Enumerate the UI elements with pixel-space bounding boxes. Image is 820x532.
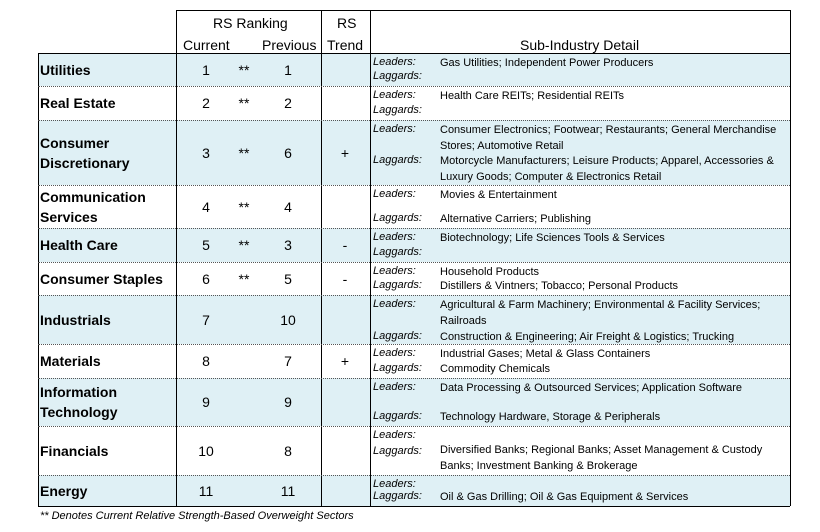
- row-divider: [38, 228, 790, 229]
- current-rank: 1: [202, 61, 210, 78]
- grid-line: [176, 10, 177, 506]
- laggards-detail: Technology Hardware, Storage & Peripherals: [440, 411, 661, 423]
- row-divider: [38, 120, 790, 121]
- laggards-detail: Diversified Banks; Regional Banks; Asset Management & Custody Banks; Investment Banking & Brokerage: [440, 444, 763, 472]
- laggards-detail: Construction & Engineering; Air Freight & Logistics; Trucking: [440, 331, 735, 343]
- grid-line: [370, 10, 371, 506]
- sector-name: Consumer Staples: [40, 270, 163, 287]
- laggards-label: Laggards:: [373, 104, 422, 116]
- leaders-label: Leaders:: [373, 298, 416, 310]
- sector-name: Communication Services: [40, 188, 146, 225]
- row-divider: [38, 262, 790, 263]
- previous-rank: 4: [284, 198, 292, 215]
- table-row: [38, 185, 790, 228]
- overweight-stars: **: [238, 95, 250, 111]
- previous-rank: 1: [284, 61, 292, 78]
- previous-rank: 3: [284, 237, 292, 253]
- laggards-detail: Oil & Gas Drilling; Oil & Gas Equipment & Services: [440, 491, 689, 503]
- laggards-detail: Commodity Chemicals: [440, 363, 551, 375]
- table-row: [38, 475, 790, 506]
- leaders-label: Leaders:: [373, 347, 416, 359]
- table-row: [38, 344, 790, 378]
- grid-line: [176, 10, 790, 11]
- rs-trend: +: [340, 353, 350, 369]
- leaders-label: Leaders:: [373, 56, 416, 68]
- sector-name: Industrials: [40, 311, 111, 328]
- previous-rank: 11: [280, 482, 296, 499]
- rs-trend: +: [340, 144, 350, 161]
- header-trend: Trend: [327, 37, 364, 53]
- leaders-detail: Household Products: [440, 266, 540, 278]
- leaders-detail: Biotechnology; Life Sciences Tools & Services: [440, 232, 665, 244]
- previous-rank: 9: [284, 394, 292, 410]
- table-row: [38, 120, 790, 185]
- table-row: [38, 228, 790, 262]
- table-row: [38, 295, 790, 344]
- sector-name: Materials: [40, 353, 101, 369]
- row-divider: [38, 344, 790, 345]
- grid-line: [790, 10, 791, 506]
- current-rank: 4: [202, 198, 210, 215]
- table-row: [38, 86, 790, 120]
- sector-name: Real Estate: [40, 95, 116, 111]
- overweight-stars: **: [238, 144, 250, 161]
- grid-line: [321, 10, 322, 506]
- grid-line: [38, 53, 790, 54]
- current-rank: 5: [202, 237, 210, 253]
- laggards-label: Laggards:: [373, 246, 422, 258]
- overweight-stars: **: [238, 61, 250, 78]
- header-rs: RS: [337, 15, 357, 31]
- current-rank: 3: [202, 144, 210, 161]
- sector-name: Financials: [40, 442, 109, 459]
- leaders-label: Leaders:: [373, 231, 416, 243]
- leaders-label: Leaders:: [373, 123, 416, 135]
- row-divider: [38, 86, 790, 87]
- overweight-stars: **: [238, 270, 250, 287]
- leaders-detail: Industrial Gases; Metal & Glass Containers: [440, 348, 651, 360]
- header-rs-ranking: RS Ranking: [213, 15, 288, 31]
- leaders-label: Leaders:: [373, 478, 416, 490]
- leaders-detail: Consumer Electronics; Footwear; Restaurants; General Merchandise Stores; Automotive Retail: [440, 124, 777, 152]
- laggards-detail: Alternative Carriers; Publishing: [440, 213, 592, 225]
- leaders-detail: Gas Utilities; Independent Power Producers: [440, 57, 654, 69]
- table-row: [38, 53, 790, 86]
- current-rank: 8: [202, 353, 210, 369]
- laggards-label: Laggards:: [373, 154, 422, 166]
- header-current: Current: [183, 37, 230, 53]
- leaders-detail: Agricultural & Farm Machinery; Environmental & Facility Services; Railroads: [440, 299, 761, 327]
- leaders-detail: Data Processing & Outsourced Services; Application Software: [440, 382, 743, 394]
- current-rank: 11: [198, 482, 214, 499]
- header-sub-industry-detail: Sub-Industry Detail: [520, 37, 640, 53]
- leaders-label: Leaders:: [373, 381, 416, 393]
- table-row: [38, 262, 790, 295]
- sector-name: Health Care: [40, 237, 118, 253]
- sector-name: Information Technology: [40, 384, 118, 420]
- leaders-detail: Movies & Entertainment: [440, 189, 557, 201]
- sector-name: Utilities: [40, 61, 91, 78]
- leaders-label: Leaders:: [373, 265, 416, 277]
- table-row: [38, 426, 790, 475]
- footnote: ** Denotes Current Relative Strength-Based Overweight Sectors: [40, 510, 354, 522]
- previous-rank: 2: [284, 95, 292, 111]
- current-rank: 10: [198, 442, 214, 459]
- leaders-label: Leaders:: [373, 188, 416, 200]
- leaders-detail: Health Care REITs; Residential REITs: [440, 90, 625, 102]
- grid-line: [38, 506, 790, 507]
- laggards-label: Laggards:: [373, 70, 422, 82]
- current-rank: 6: [202, 270, 210, 287]
- overweight-stars: **: [238, 237, 250, 253]
- row-divider: [38, 295, 790, 296]
- current-rank: 2: [202, 95, 210, 111]
- sector-name: Consumer Discretionary: [40, 134, 130, 171]
- table-row: [38, 378, 790, 426]
- leaders-label: Leaders:: [373, 429, 416, 441]
- laggards-detail: Motorcycle Manufacturers; Leisure Products; Apparel, Accessories & Luxury Goods; Computer & Electronics Retail: [440, 155, 774, 183]
- row-divider: [38, 378, 790, 379]
- previous-rank: 7: [284, 353, 292, 369]
- previous-rank: 5: [284, 270, 292, 287]
- rs-trend: -: [342, 237, 348, 253]
- row-divider: [38, 426, 790, 427]
- current-rank: 9: [202, 394, 210, 410]
- leaders-label: Leaders:: [373, 89, 416, 101]
- laggards-label: Laggards:: [373, 362, 422, 374]
- laggards-label: Laggards:: [373, 490, 422, 502]
- previous-rank: 10: [280, 311, 296, 328]
- previous-rank: 6: [284, 144, 292, 161]
- header-previous: Previous: [262, 37, 317, 53]
- overweight-stars: **: [238, 198, 250, 215]
- sector-name: Energy: [40, 482, 88, 499]
- laggards-detail: Distillers & Vintners; Tobacco; Personal Products: [440, 280, 679, 292]
- row-divider: [38, 185, 790, 186]
- laggards-label: Laggards:: [373, 445, 422, 457]
- laggards-label: Laggards:: [373, 410, 422, 422]
- row-divider: [38, 475, 790, 476]
- laggards-label: Laggards:: [373, 330, 422, 342]
- laggards-label: Laggards:: [373, 212, 422, 224]
- previous-rank: 8: [284, 442, 292, 459]
- rs-trend: -: [342, 270, 348, 287]
- current-rank: 7: [202, 311, 210, 328]
- laggards-label: Laggards:: [373, 279, 422, 291]
